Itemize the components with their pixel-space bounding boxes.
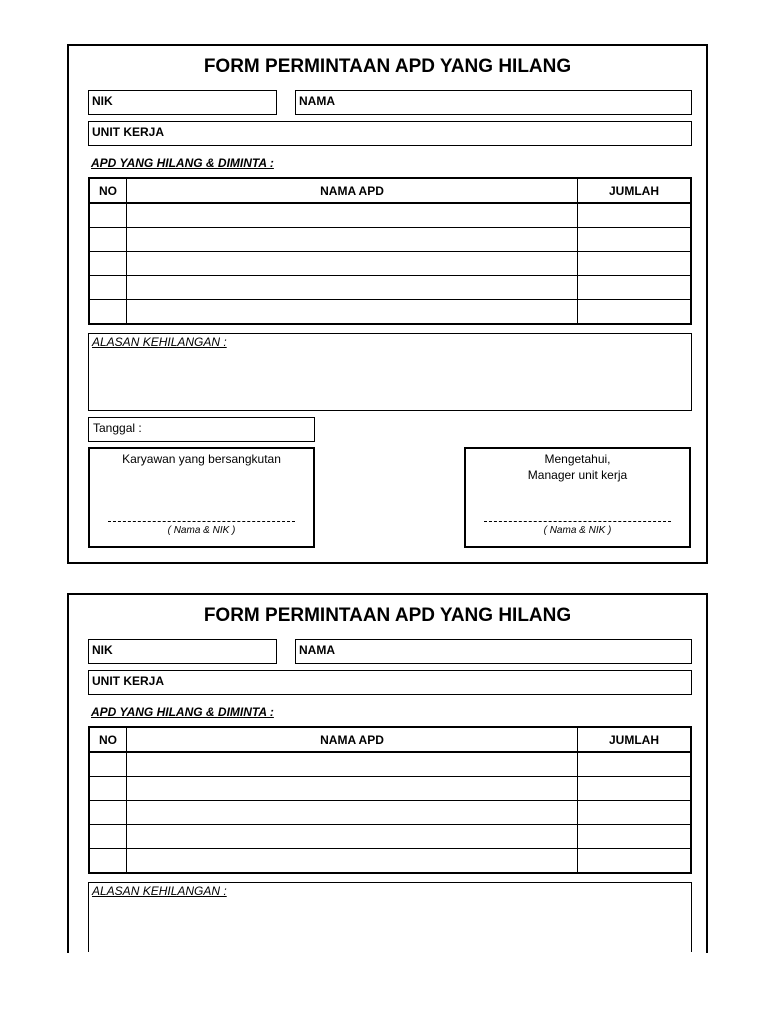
cell-no[interactable]	[89, 228, 127, 252]
table-header-row	[89, 178, 691, 203]
alasan-label: ALASAN KEHILANGAN :	[92, 335, 227, 349]
cell-nama-apd[interactable]	[127, 825, 578, 849]
cell-jumlah[interactable]	[578, 801, 692, 825]
table-row	[89, 849, 691, 874]
signature-caption: ( Nama & NIK )	[543, 525, 612, 536]
cell-no[interactable]	[89, 203, 127, 228]
header-no: NO	[89, 727, 127, 752]
form-title: FORM PERMINTAAN APD YANG HILANG	[203, 56, 572, 77]
cell-nama-apd[interactable]	[127, 777, 578, 801]
signature-title	[466, 451, 689, 483]
alasan-box[interactable]	[88, 882, 692, 952]
table-row	[89, 825, 691, 849]
nama-field[interactable]	[295, 90, 692, 115]
form-card-1	[67, 44, 708, 564]
header-nama-apd: NAMA APD	[127, 727, 578, 752]
cell-no[interactable]	[89, 849, 127, 874]
nik-label: NIK	[92, 94, 113, 108]
cell-nama-apd[interactable]	[127, 228, 578, 252]
cell-no[interactable]	[89, 825, 127, 849]
cell-nama-apd[interactable]	[127, 252, 578, 276]
nama-label: NAMA	[299, 94, 335, 108]
table-row	[89, 801, 691, 825]
signature-title: Karyawan yang bersangkutan	[122, 452, 281, 466]
cell-no[interactable]	[89, 801, 127, 825]
cell-nama-apd[interactable]	[127, 300, 578, 325]
alasan-box[interactable]	[88, 333, 692, 411]
alasan-label: ALASAN KEHILANGAN :	[92, 884, 227, 898]
unit-kerja-label: UNIT KERJA	[92, 674, 165, 688]
signature-title-line2: Manager unit kerja	[527, 468, 628, 482]
cell-nama-apd[interactable]	[127, 801, 578, 825]
cell-nama-apd[interactable]	[127, 203, 578, 228]
signature-line	[484, 521, 671, 522]
apd-table	[88, 726, 692, 874]
cell-jumlah[interactable]	[578, 825, 692, 849]
cell-no[interactable]	[89, 777, 127, 801]
table-row	[89, 228, 691, 252]
nik-field[interactable]	[88, 639, 277, 664]
cell-no[interactable]	[89, 252, 127, 276]
header-nama-apd: NAMA APD	[127, 178, 578, 203]
signature-caption: ( Nama & NIK )	[167, 525, 236, 536]
header-jumlah: JUMLAH	[578, 727, 692, 752]
signature-box-employee[interactable]	[88, 447, 315, 548]
cell-no[interactable]	[89, 300, 127, 325]
table-row	[89, 252, 691, 276]
tanggal-label: Tanggal :	[93, 421, 142, 435]
table-row	[89, 300, 691, 325]
nama-label: NAMA	[299, 643, 335, 657]
section-heading: APD YANG HILANG & DIMINTA :	[91, 156, 274, 170]
nama-field[interactable]	[295, 639, 692, 664]
cell-jumlah[interactable]	[578, 300, 692, 325]
cell-nama-apd[interactable]	[127, 276, 578, 300]
cell-no[interactable]	[89, 276, 127, 300]
cell-jumlah[interactable]	[578, 252, 692, 276]
cell-jumlah[interactable]	[578, 849, 692, 874]
unit-kerja-label: UNIT KERJA	[92, 125, 165, 139]
table-row	[89, 276, 691, 300]
form-card-2	[67, 593, 708, 953]
cell-jumlah[interactable]	[578, 276, 692, 300]
nik-label: NIK	[92, 643, 113, 657]
cell-jumlah[interactable]	[578, 203, 692, 228]
cell-nama-apd[interactable]	[127, 752, 578, 777]
cell-nama-apd[interactable]	[127, 849, 578, 874]
table-header-row	[89, 727, 691, 752]
signature-title-line1: Mengetahui,	[544, 452, 611, 466]
nik-field[interactable]	[88, 90, 277, 115]
table-row	[89, 203, 691, 228]
header-no: NO	[89, 178, 127, 203]
apd-table	[88, 177, 692, 325]
table-row	[89, 752, 691, 777]
signature-line	[108, 521, 295, 522]
tanggal-field[interactable]	[88, 417, 315, 442]
unit-kerja-field[interactable]	[88, 121, 692, 146]
cell-jumlah[interactable]	[578, 777, 692, 801]
header-jumlah: JUMLAH	[578, 178, 692, 203]
cell-jumlah[interactable]	[578, 752, 692, 777]
cell-jumlah[interactable]	[578, 228, 692, 252]
form-title: FORM PERMINTAAN APD YANG HILANG	[203, 605, 572, 626]
cell-no[interactable]	[89, 752, 127, 777]
signature-box-manager[interactable]	[464, 447, 691, 548]
section-heading: APD YANG HILANG & DIMINTA :	[91, 705, 274, 719]
unit-kerja-field[interactable]	[88, 670, 692, 695]
table-row	[89, 777, 691, 801]
